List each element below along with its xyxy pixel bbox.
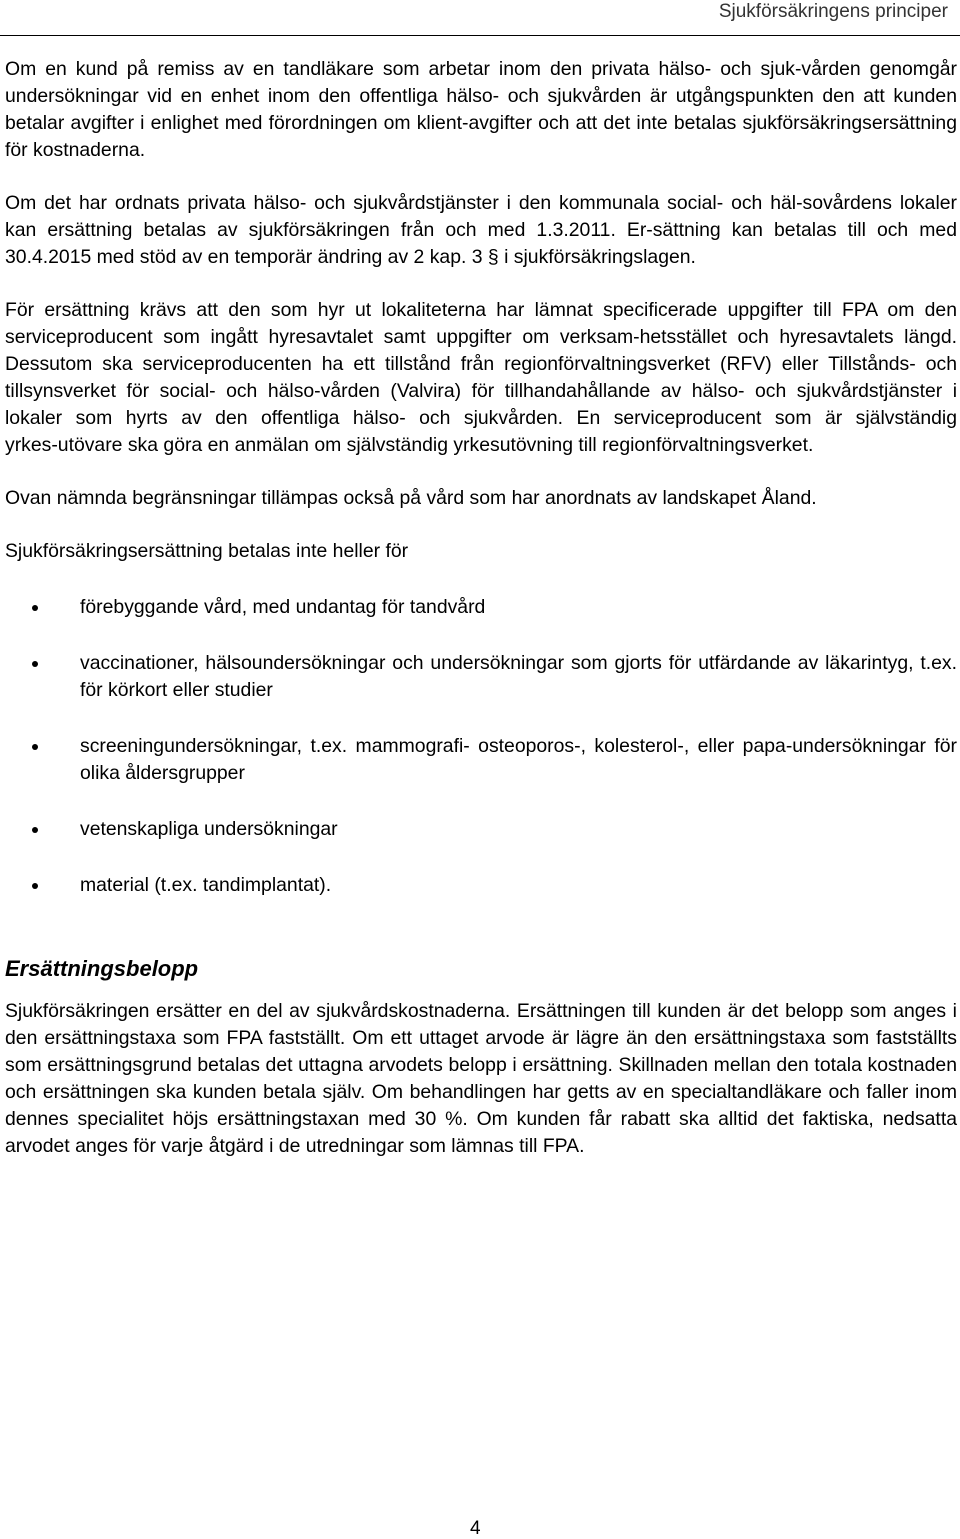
list-item-text: material (t.ex. tandimplantat).: [80, 874, 332, 896]
bullet-icon: [32, 744, 38, 750]
list-item: [5, 816, 957, 843]
bullet-icon: [32, 661, 38, 667]
list-item: [5, 733, 957, 787]
list-item-text: vetenskapliga undersökningar: [80, 818, 338, 840]
section-heading: Ersättningsbelopp: [5, 956, 199, 981]
list-item: [5, 650, 957, 704]
paragraph-ersattningsbelopp: Sjukförsäkringen ersätter en del av sjukvårdskostnaderna. Ersättningen till kunden är det belopp som anges i den ersättningstaxa som FPA fastställt. Om ett uttaget arvode är lägre än den ersättningstaxa som fastställts som ersättningsgrund betalas det uttagna arvodets belopp i ersättning. Skillnaden mellan den totala kostnaden och ersättningen ska kunden betala själv. Om behandlingen har getts av en specialtandläkare och faller inom dennes specialitet höjs ersättningstaxan med 30 %. Om kunden får rabatt ska alltid det faktiska, nedsatta arvodet anges för varje åtgärd i de utredningar som lämnas till FPA.: [5, 1000, 957, 1157]
exclusion-list: [5, 594, 957, 899]
page-number: 4: [470, 1518, 481, 1539]
list-item: [5, 872, 957, 899]
running-header: Sjukförsäkringens principer: [718, 1, 948, 22]
paragraph-kommunala-lokaler: Om det har ordnats privata hälso- och sjukvårdstjänster i den kommunala social- och häl‑sovårdens lokaler kan ersättning betalas av sjukförsäkringen från och med 1.3.2011. Er‑sättning kan betalas till och med 30.4.2015 med stöd av en temporär ändring av 2 kap. 3 § i sjukförsäkringslagen.: [5, 192, 957, 268]
bullet-icon: [32, 883, 38, 889]
bullet-icon: [32, 605, 38, 611]
bullet-icon: [32, 827, 38, 833]
header-divider: [0, 35, 960, 36]
list-item: [5, 594, 957, 621]
paragraph-aland: Ovan nämnda begränsningar tillämpas också på vård som har anordnats av landskapet Åland.: [5, 487, 817, 509]
list-item-text: vaccinationer, hälsoundersökningar och undersökningar som gjorts för utfärdande av läkarintyg, t.ex. för körkort eller studier: [80, 652, 957, 701]
document-body: [5, 56, 957, 1186]
list-item-text: screeningundersökningar, t.ex. mammografi- osteoporos-, kolesterol-, eller papa‑undersökningar för olika åldersgrupper: [80, 735, 957, 784]
paragraph-list-intro: Sjukförsäkringsersättning betalas inte heller för: [5, 540, 409, 562]
paragraph-remiss: Om en kund på remiss av en tandläkare som arbetar inom den privata hälso- och sjuk‑vården genomgår undersökningar vid en enhet inom den offentliga hälso- och sjukvården är utgångspunkten den att kunden betalar avgifter i enlighet med förordningen om klient‑avgifter och att det inte betalas sjukförsäkringsersättning för kostnaderna.: [5, 58, 957, 161]
paragraph-villkor: För ersättning krävs att den som hyr ut lokaliteterna har lämnat specificerade uppgifter till FPA om den serviceproducent som ingått hyresavtalet samt uppgifter om verksam‑hetsstället och hyresavtalets längd. Dessutom ska serviceproducenten ha ett tillstånd från regionförvaltningsverket (RFV) eller Tillstånds- och tillsynsverket för social- och hälso‑vården (Valvira) för tillhandahållande av hälso- och sjukvårdstjänster i lokaler som hyrts av den offentliga hälso- och sjukvården. En serviceproducent som är självständig yrkes‑utövare ska göra en anmälan om självständig yrkesutövning till regionförvaltningsverket.: [5, 299, 957, 456]
list-item-text: förebyggande vård, med undantag för tandvård: [80, 596, 486, 618]
